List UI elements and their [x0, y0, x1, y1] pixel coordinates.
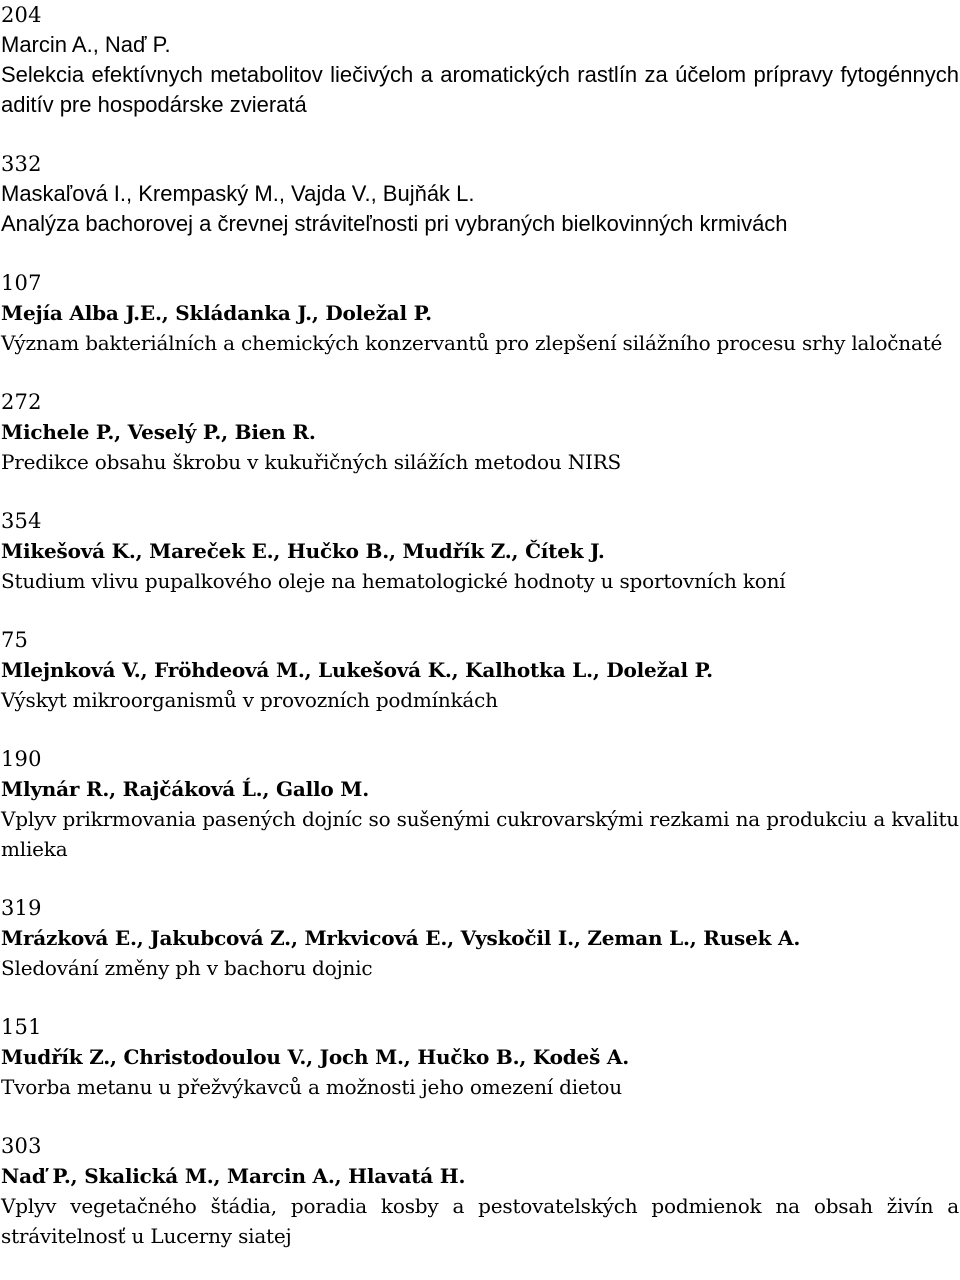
index-entry [1, 149, 959, 239]
entry-title: Význam bakteriálních a chemických konzervantů pro zlepšení silážního procesu srhy laločnaté [1, 331, 943, 355]
entry-title: Analýza bachorovej a črevnej stráviteľnosti pri vybraných bielkovinných krmivách [1, 211, 788, 236]
index-entry [1, 625, 959, 715]
page-number: 332 [1, 152, 42, 176]
entry-authors: Mejía Alba J.E., Skládanka J., Doležal P. [1, 301, 432, 325]
entry-authors: Maskaľová I., Krempaský M., Vajda V., Bujňák L. [1, 181, 475, 206]
index-entry [1, 506, 959, 596]
page-number: 75 [1, 628, 29, 652]
page-number: 190 [1, 747, 42, 771]
page-number: 303 [1, 1134, 42, 1158]
entry-authors: Naď P., Skalická M., Marcin A., Hlavatá H. [1, 1164, 466, 1188]
index-entry [1, 893, 959, 983]
index-entry [1, 387, 959, 477]
entry-authors: Marcin A., Naď P. [1, 32, 171, 57]
page-number: 354 [1, 509, 42, 533]
entry-authors: Mudřík Z., Christodoulou V., Joch M., Hučko B., Kodeš A. [1, 1045, 629, 1069]
entry-title: Vplyv vegetačného štádia, poradia kosby a pestovatelských podmienok na obsah živín a strávitelnosť u Lucerny siatej [1, 1194, 959, 1248]
entry-authors: Mrázková E., Jakubcová Z., Mrkvicová E., Vyskočil I., Zeman L., Rusek A. [1, 926, 801, 950]
entry-title: Sledování změny ph v bachoru dojnic [1, 956, 373, 980]
index-entry [1, 1012, 959, 1102]
index-entry [1, 268, 959, 358]
index-entry [1, 744, 959, 864]
entry-title: Studium vlivu pupalkového oleje na hematologické hodnoty u sportovních koní [1, 569, 786, 593]
entry-authors: Michele P., Veselý P., Bien R. [1, 420, 316, 444]
entry-title: Selekcia efektívnych metabolitov liečivých a aromatických rastlín za účelom prípravy fytogénnych aditív pre hospodárske zvieratá [1, 62, 959, 117]
page-number: 107 [1, 271, 42, 295]
page-number: 151 [1, 1015, 42, 1039]
page-number: 319 [1, 896, 42, 920]
page-number: 272 [1, 390, 42, 414]
entry-authors: Mikešová K., Mareček E., Hučko B., Mudřík Z., Čítek J. [1, 539, 605, 563]
entry-title: Vplyv prikrmovania pasených dojníc so sušenými cukrovarskými rezkami na produkciu a kvalitu mlieka [1, 807, 959, 861]
index-entry [1, 0, 959, 120]
entry-authors: Mlynár R., Rajčáková Ĺ., Gallo M. [1, 777, 370, 801]
entry-title: Tvorba metanu u přežvýkavců a možnosti jeho omezení dietou [1, 1075, 622, 1099]
entry-authors: Mlejnková V., Fröhdeová M., Lukešová K., Kalhotka L., Doležal P. [1, 658, 713, 682]
page-number: 204 [1, 3, 42, 27]
entry-title: Predikce obsahu škrobu v kukuřičných silážích metodou NIRS [1, 450, 622, 474]
entry-title: Výskyt mikroorganismů v provozních podmínkách [1, 688, 498, 712]
index-entry [1, 1131, 959, 1251]
